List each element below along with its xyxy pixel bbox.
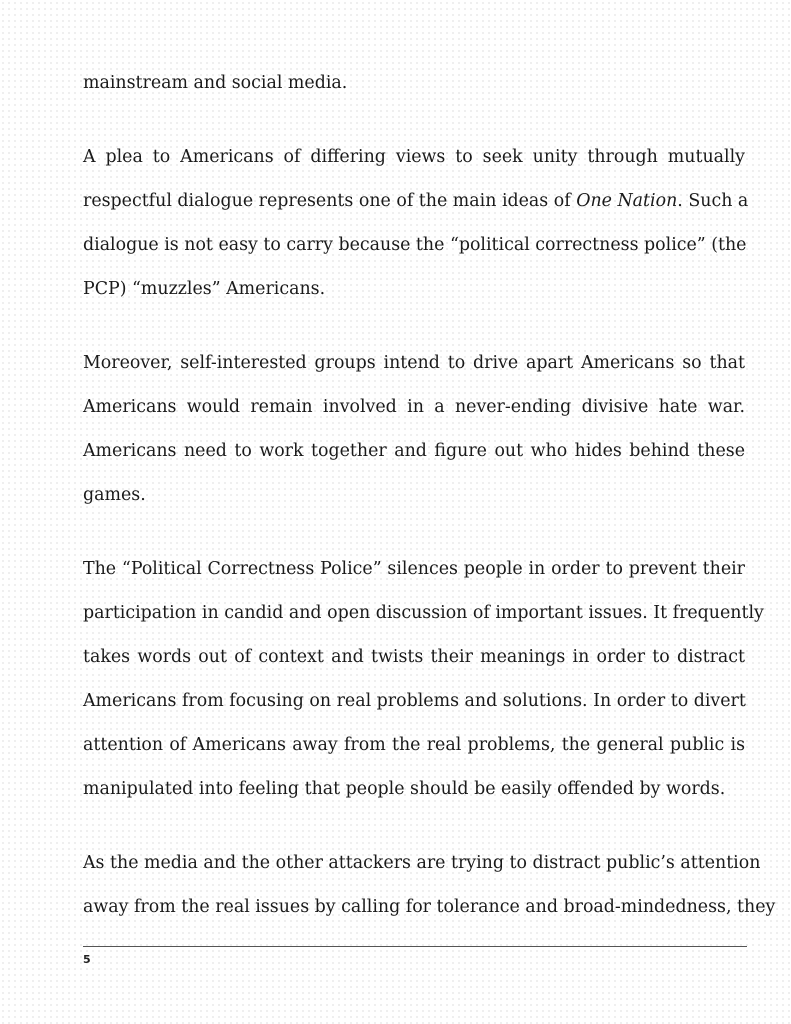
paragraph-2-line-1: A plea to Americans of differing views to seek unity through mutually bbox=[83, 147, 745, 167]
footer-divider bbox=[83, 946, 747, 947]
paragraph-3-line-4: games. bbox=[83, 485, 146, 505]
paragraph-2-line-3: dialogue is not easy to carry because the “political correctness police” (the bbox=[83, 235, 747, 255]
paragraph-4-line-1: The “Political Correctness Police” silences people in order to prevent their bbox=[83, 559, 745, 579]
paragraph-3-line-3: Americans need to work together and figure out who hides behind these bbox=[83, 441, 745, 461]
paragraph-4-line-4: Americans from focusing on real problems and solutions. In order to divert bbox=[83, 691, 746, 711]
paragraph-2-line-4: PCP) “muzzles” Americans. bbox=[83, 279, 326, 299]
paragraph-4-line-5: attention of Americans away from the real problems, the general public is bbox=[83, 735, 745, 755]
paragraph-4-line-6: manipulated into feeling that people should be easily offended by words. bbox=[83, 779, 726, 799]
paragraph-5-line-1: As the media and the other attackers are trying to distract public’s attention bbox=[83, 853, 761, 873]
page-number: 5 bbox=[83, 953, 91, 966]
paragraph-3-line-2: Americans would remain involved in a never-ending divisive hate war. bbox=[83, 397, 745, 417]
paragraph-5-line-2: away from the real issues by calling for tolerance and broad-mindedness, they bbox=[83, 897, 776, 917]
paragraph-2-line-2-start: respectful dialogue represents one of the main ideas of bbox=[83, 191, 577, 211]
paragraph-2-line-2 bbox=[83, 186, 749, 216]
paragraph-2-line-2-end: . Such a bbox=[677, 191, 749, 211]
book-title: One Nation bbox=[576, 191, 678, 211]
paragraph-3-line-1: Moreover, self-interested groups intend to drive apart Americans so that bbox=[83, 353, 745, 373]
paragraph-4-line-2: participation in candid and open discussion of important issues. It frequently bbox=[83, 603, 764, 623]
paragraph-1-line-1: mainstream and social media. bbox=[83, 73, 348, 93]
paragraph-4-line-3: takes words out of context and twists their meanings in order to distract bbox=[83, 647, 745, 667]
